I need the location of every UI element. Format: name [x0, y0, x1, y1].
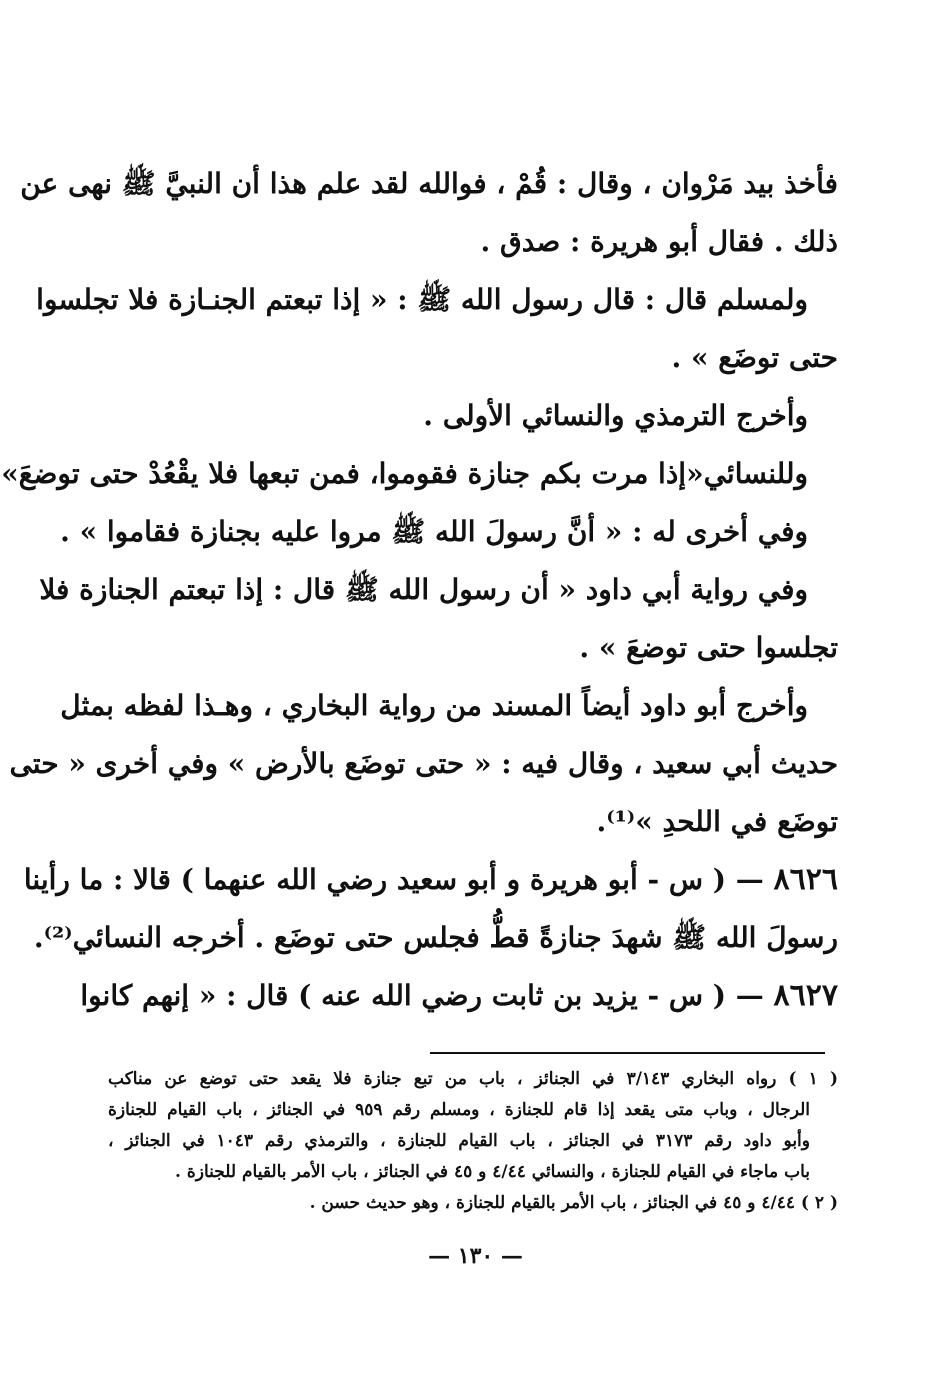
footnotes: [108, 1064, 838, 1219]
text-line: ولمسلم قال : قال رسول الله ﷺ : « إذا تبعتم الجنـازة فلا تجلسوا: [36, 283, 808, 316]
hadith-8627-heading: [80, 967, 838, 1025]
footnote-line: وأبو داود رقم ٣١٧٣ في الجنائز ، باب القيام للجنازة ، والترمذي رقم ١٠٤٣ في الجنائز ،: [108, 1131, 810, 1151]
text-line: وأخرج أبو داود أيضاً المسند من رواية البخاري ، وهـذا لفظه بمثل: [60, 689, 808, 722]
footnote-line: ( ٢ ) ٤/٤٤ و ٤٥ في الجنائز ، باب الأمر بالقيام للجنازة ، وهو حديث حسن .: [309, 1193, 838, 1213]
text-line: وأخرج الترمذي والنسائي الأولى .: [423, 399, 808, 432]
main-text: [1, 155, 838, 1025]
text-line: فأخذ بيد مَرْوان ، وقال : قُمْ ، فوالله لقد علم هذا أن النبيَّ ﷺ نهى عن: [20, 167, 838, 200]
hadith-number: ٨٦٢٧: [773, 978, 838, 1013]
page-number: — ١٣٠ —: [428, 1243, 523, 1269]
text-line: توضَع في اللحدِ »⁽¹⁾.: [596, 805, 838, 838]
text-line: حتى توضَع » .: [671, 341, 838, 374]
footnote-line: باب ماجاء في القيام للجنازة ، والنسائي ٤/٤٤ و ٤٥ في الجنائز ، باب الأمر بالقيام للجنازة .: [175, 1162, 810, 1182]
text-line: رسولَ الله ﷺ شهدَ جنازةً قطُّ فجلس حتى توضَع . أخرجه النسائي⁽²⁾.: [33, 921, 838, 954]
text-line: ذلك . فقال أبو هريرة : صدق .: [480, 225, 838, 258]
hadith-text: — ( س - أبو هريرة و أبو سعيد رضي الله عنهما ) قالا : ما رأينا: [23, 863, 764, 896]
text-line: حديث أبي سعيد ، وقال فيه : « حتى توضَع بالأرض » وفي أخرى « حتى: [9, 747, 838, 780]
hadith-text: — ( س - يزيد بن ثابت رضي الله عنه ) قال : « إنهم كانوا: [80, 979, 764, 1012]
footnote-line: ( ١ ) رواه البخاري ٣/١٤٣ في الجنائز ، باب من تبع جنازة فلا يقعد حتى توضع عن مناكب: [108, 1069, 838, 1089]
text-line: وفي أخرى له : « أنَّ رسولَ الله ﷺ مروا عليه بجنازة فقاموا » .: [60, 515, 808, 548]
footnote-line: الرجال ، وباب متى يقعد إذا قام للجنازة ، ومسلم رقم ٩٥٩ في الجنائز ، باب القيام للجنازة: [108, 1100, 810, 1120]
footnote-divider: [430, 1052, 825, 1054]
text-line: تجلسوا حتى توضعَ » .: [579, 631, 838, 664]
hadith-number: ٨٦٢٦: [773, 862, 838, 897]
text-line: وللنسائي«إذا مرت بكم جنازة فقوموا، فمن تبعها فلا يقْعُدْ حتى توضعَ»: [1, 457, 808, 490]
hadith-8626-heading: [23, 851, 838, 909]
text-line: وفي رواية أبي داود « أن رسول الله ﷺ قال : إذا تبعتم الجنازة فلا: [39, 573, 808, 606]
